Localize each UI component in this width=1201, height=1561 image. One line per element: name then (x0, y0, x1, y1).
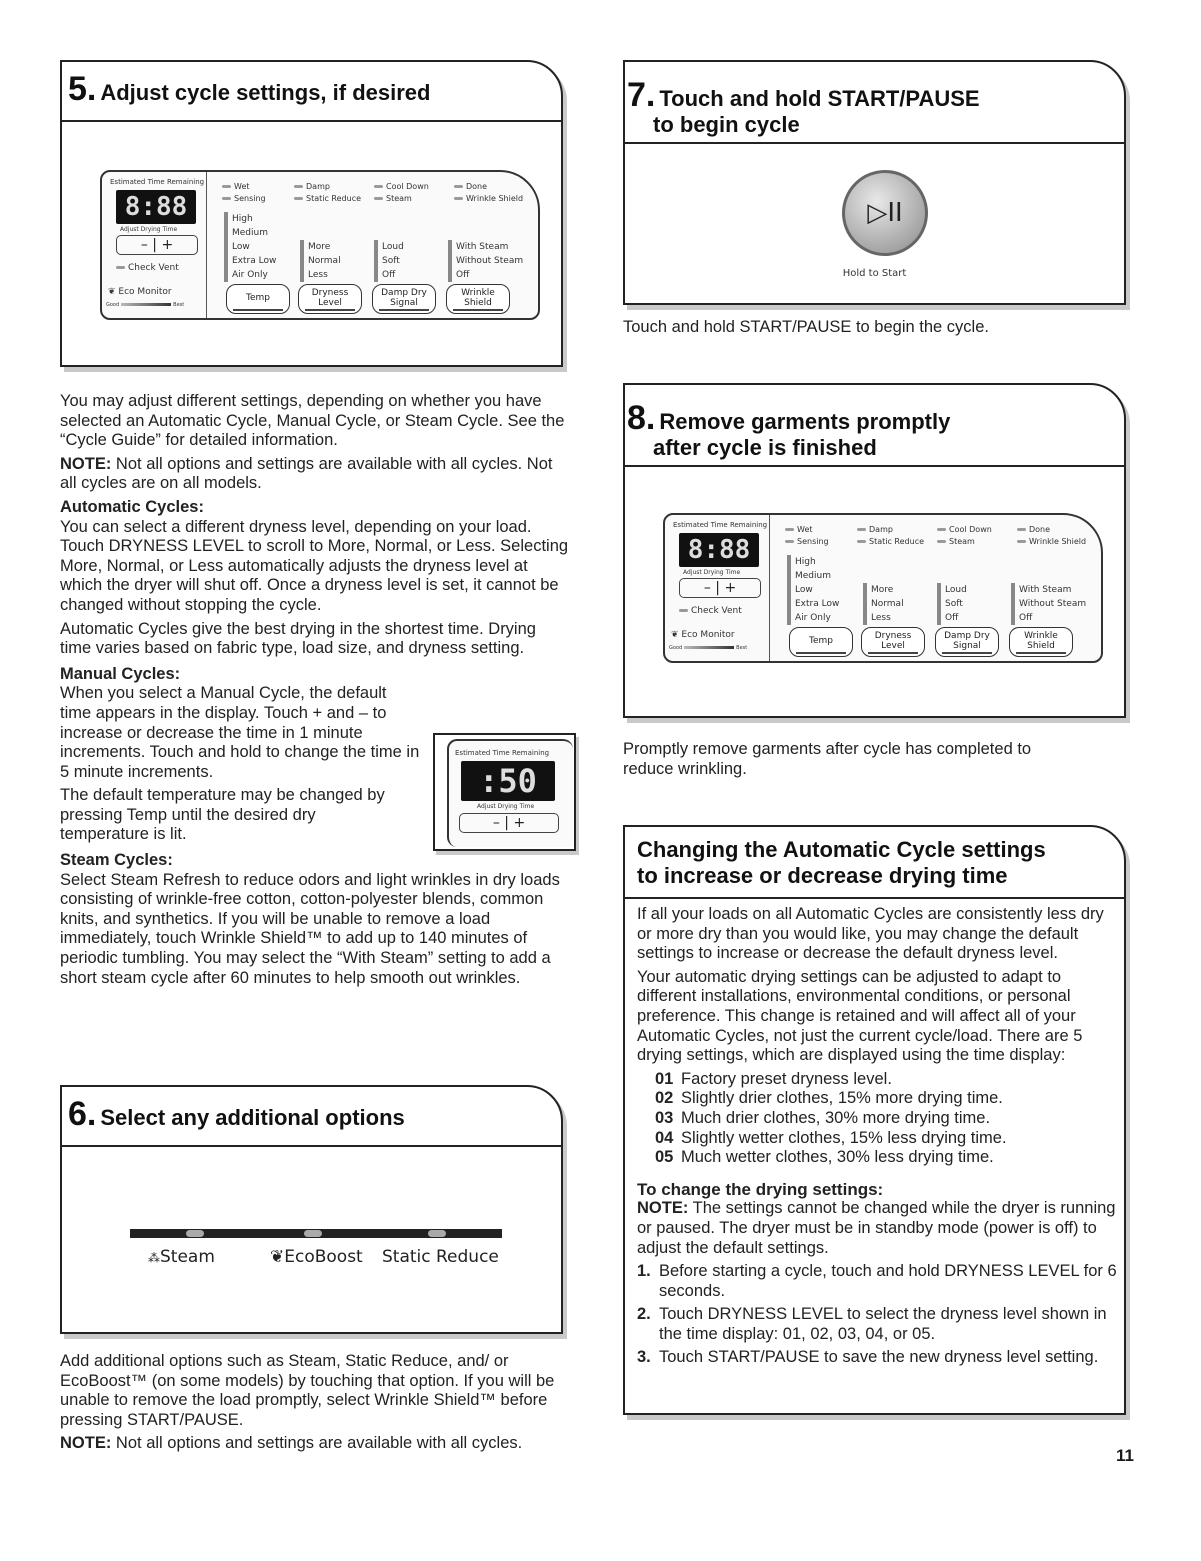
temp-medium: Medium (795, 571, 831, 581)
temp-high: High (795, 557, 816, 567)
changing-settings-header (625, 827, 1124, 899)
eco-monitor-scale: Good Best (106, 302, 185, 308)
temp-button[interactable]: Temp (789, 627, 853, 657)
step8-title: 8. Remove garments promptly (627, 399, 951, 437)
adjust-time-stepper[interactable]: – | + (679, 578, 761, 598)
wrinkle-level-bar (1011, 583, 1015, 625)
status-done: Done (1017, 525, 1050, 534)
dry-normal: Normal (308, 256, 341, 266)
changing-settings-title: Changing the Automatic Cycle settings (637, 837, 1046, 862)
automatic-cycles-p2: Automatic Cycles give the best drying in the shortest time. Drying time varies based on fabric type, load size, and dryness setting. (60, 619, 536, 658)
step8-box (623, 383, 1126, 718)
temp-low: Low (795, 585, 813, 595)
status-steam: Steam (374, 194, 412, 203)
dry-less: Less (308, 270, 328, 280)
dry-less: Less (871, 613, 891, 623)
step6-text (60, 1352, 570, 1458)
eco-monitor-label: ❦ Eco Monitor (108, 287, 172, 297)
steam-cycles-p1: Select Steam Refresh to reduce odors and light wrinkles in dry loads consisting of wrinkle-free cotton, cotton-polyester blends, common knits, and synthetics. If you will be unable to remove a load immediately, touch Wrinkle Shield™ to add up to 140 minutes of periodic tumbling. You may select the “With Steam” setting to add a short steam cycle after 60 minutes to help smooth out wrinkles. (60, 870, 560, 987)
play-pause-icon: ▷II (867, 198, 903, 228)
damp-dry-signal-button[interactable]: Damp Dry Signal (372, 284, 436, 314)
status-cool-down: Cool Down (937, 525, 992, 534)
step5-note: NOTE: Not all options and settings are available with all cycles. Not all cycles are on all models. (60, 454, 553, 493)
small-control-panel (447, 739, 573, 847)
eco-monitor-label: ❦ Eco Monitor (671, 630, 735, 640)
automatic-cycles-heading: Automatic Cycles: (60, 497, 204, 516)
small-adjust-time-label: Adjust Drying Time (477, 803, 535, 810)
step7-box (623, 60, 1126, 305)
change-settings-note: NOTE: The settings cannot be changed while the dryer is running or paused. The dryer must be in standby mode (power is off) to adjust the default settings. (637, 1199, 1116, 1257)
signal-loud: Loud (945, 585, 967, 595)
leaf-icon: ❦ (270, 1247, 285, 1267)
level-02: 02 Slightly drier clothes, 15% more drying time. (655, 1089, 1003, 1108)
signal-level-bar (937, 583, 941, 625)
dryness-levels-list (637, 1070, 1119, 1168)
step5-header (62, 62, 561, 122)
wrinkle-shield-button[interactable]: Wrinkle Shield (446, 284, 510, 314)
indicator-dot (679, 609, 688, 612)
status-static-reduce: Static Reduce (857, 537, 924, 546)
damp-dry-signal-button[interactable]: Damp Dry Signal (935, 627, 999, 657)
wrinkle-with-steam: With Steam (456, 242, 509, 252)
manual-cycles-heading: Manual Cycles: (60, 664, 181, 683)
est-time-label: Estimated Time Remaining (673, 521, 768, 529)
temp-extra-low: Extra Low (795, 599, 840, 609)
temp-level-bar (787, 555, 791, 625)
control-panel-2 (663, 513, 1103, 663)
change-settings-heading: To change the drying settings: (637, 1179, 884, 1199)
temp-level-bar (224, 212, 228, 282)
small-time-display: :50 (461, 761, 555, 801)
status-sensing: Sensing (785, 537, 829, 546)
step5-intro: You may adjust different settings, depending on whether you have selected an Automatic Cycle, Manual Cycle, or Steam Cycle. See the “Cycle Guide” for detailed information. (60, 392, 565, 450)
adjust-time-label: Adjust Drying Time (120, 226, 178, 233)
manual-cycles-p1: When you select a Manual Cycle, the default time appears in the display. Touch + and – to increase or decrease the time in 1 minute increments. Touch and hold to change the time in 5 minute increments. (60, 684, 420, 781)
automatic-cycles-p1: You can select a different dryness level, depending on your load. Touch DRYNESS LEVEL to scroll to More, Normal, or Less. Selecting More, Normal, or Less automatically adjusts the dryness level at which the dryer will shut off. Once a dryness level is set, it cannot be changed without stopping the cycle. (60, 517, 569, 614)
step8-caption: Promptly remove garments after cycle has completed to reduce wrinkling. (623, 740, 1032, 778)
page-number: 11 (1116, 1446, 1134, 1465)
signal-off: Off (945, 613, 959, 623)
step6-header (62, 1087, 561, 1147)
dry-more: More (871, 585, 894, 595)
status-wet: Wet (785, 525, 813, 534)
check-vent-indicator: Check Vent (679, 606, 742, 616)
status-done: Done (454, 182, 487, 191)
wrinkle-off: Off (1019, 613, 1033, 623)
changing-settings-body (637, 905, 1119, 1372)
indicator-dot (116, 266, 125, 269)
status-damp: Damp (857, 525, 893, 534)
wrinkle-level-bar (448, 240, 452, 282)
adjust-time-stepper[interactable]: – | + (116, 235, 198, 255)
options-strip (130, 1229, 502, 1238)
static-reduce-led (428, 1230, 446, 1237)
step7-header (625, 62, 1124, 144)
signal-loud: Loud (382, 242, 404, 252)
temp-low: Low (232, 242, 250, 252)
time-display: 8:88 (679, 533, 759, 567)
steam-icon: ⁂ (148, 1251, 160, 1265)
wrinkle-without-steam: Without Steam (1019, 599, 1087, 609)
level-03: 03 Much drier clothes, 30% more drying time. (655, 1108, 991, 1127)
level-05: 05 Much wetter clothes, 30% less drying time. (655, 1148, 994, 1167)
small-est-time-label: Estimated Time Remaining (455, 749, 550, 757)
changing-p1: If all your loads on all Automatic Cycles are consistently less dry or more dry than you would like, you may change the default settings to increase or decrease the default dryness level. (637, 905, 1104, 963)
dry-more: More (308, 242, 331, 252)
hold-to-start-label: Hold to Start (842, 268, 907, 279)
changing-settings-box (623, 825, 1126, 1415)
check-vent-indicator: Check Vent (116, 263, 179, 273)
status-wrinkle-shield: Wrinkle Shield (1017, 537, 1086, 546)
step5-title: 5. Adjust cycle settings, if desired (68, 70, 431, 108)
ecoboost-led (304, 1230, 322, 1237)
temp-button[interactable]: Temp (226, 284, 290, 314)
step8-header (625, 385, 1124, 467)
temp-air-only: Air Only (232, 270, 268, 280)
eco-gradient-bar (121, 303, 171, 306)
status-sensing: Sensing (222, 194, 266, 203)
step6-title: 6. Select any additional options (68, 1095, 405, 1133)
signal-soft: Soft (945, 599, 963, 609)
step7-title-line2: to begin cycle (653, 112, 800, 137)
level-01: 01 Factory preset dryness level. (655, 1069, 892, 1088)
step7-caption: Touch and hold START/PAUSE to begin the cycle. (623, 318, 989, 336)
manual-cycles-p2: The default temperature may be changed by pressing Temp until the desired dry temperature is lit. (60, 786, 385, 844)
changing-p2: Your automatic drying settings can be adjusted to adapt to different installations, environmental conditions, or personal preference. This change is retained and will affect all of your Automatic Cycles, not just the current cycle/load. There are 5 drying settings, which are displayed using the time display: (637, 967, 1083, 1065)
manual-time-inset (433, 733, 576, 851)
step6-p1: Add additional options such as Steam, Static Reduce, and/ or EcoBoost™ (on some models) by touching that option. If you will be unable to remove the load promptly, select Wrinkle Shield™ before pressing START/PAUSE. (60, 1352, 555, 1429)
leaf-icon: ❦ (671, 630, 679, 640)
step-item: 1. Before starting a cycle, touch and hold DRYNESS LEVEL for 6 seconds. (637, 1262, 1117, 1300)
changing-settings-title-line2: to increase or decrease drying time (637, 863, 1008, 888)
step-item: 2. Touch DRYNESS LEVEL to select the dryness level shown in the time display: 01, 02, 03, 04, or 05. (637, 1305, 1107, 1343)
temp-medium: Medium (232, 228, 268, 238)
change-settings-steps (637, 1262, 1119, 1368)
wrinkle-without-steam: Without Steam (456, 256, 524, 266)
dryness-level-button[interactable]: Dryness Level (298, 284, 362, 314)
status-static-reduce: Static Reduce (294, 194, 361, 203)
temp-extra-low: Extra Low (232, 256, 277, 266)
status-cool-down: Cool Down (374, 182, 429, 191)
est-time-label: Estimated Time Remaining (110, 178, 205, 186)
step5-text (60, 392, 570, 992)
level-04: 04 Slightly wetter clothes, 15% less drying time. (655, 1128, 1007, 1147)
dry-normal: Normal (871, 599, 904, 609)
step6-note: NOTE: Not all options and settings are available with all cycles. (60, 1434, 523, 1453)
static-reduce-option-button[interactable]: Static Reduce (382, 1247, 499, 1267)
steam-option-button[interactable]: ⁂Steam (148, 1247, 215, 1267)
dryness-level-button[interactable]: Dryness Level (861, 627, 925, 657)
status-wrinkle-shield: Wrinkle Shield (454, 194, 523, 203)
ecoboost-option-button[interactable]: ❦EcoBoost (270, 1247, 363, 1267)
signal-off: Off (382, 270, 396, 280)
time-display: 8:88 (116, 190, 196, 224)
status-damp: Damp (294, 182, 330, 191)
step5-box (60, 60, 563, 367)
adjust-time-label: Adjust Drying Time (683, 569, 741, 576)
status-wet: Wet (222, 182, 250, 191)
control-panel (100, 170, 540, 320)
step-item: 3. Touch START/PAUSE to save the new dryness level setting. (637, 1348, 1099, 1367)
wrinkle-off: Off (456, 270, 470, 280)
dryness-level-bar (863, 583, 867, 625)
step6-box (60, 1085, 563, 1334)
start-pause-button[interactable] (842, 170, 928, 256)
dryness-level-bar (300, 240, 304, 282)
small-adjust-time-stepper[interactable]: – | + (459, 813, 559, 833)
leaf-icon: ❦ (108, 287, 116, 297)
eco-monitor-scale: Good Best (669, 645, 748, 651)
wrinkle-shield-button[interactable]: Wrinkle Shield (1009, 627, 1073, 657)
steam-cycles-heading: Steam Cycles: (60, 851, 173, 870)
signal-soft: Soft (382, 256, 400, 266)
step8-title-line2: after cycle is finished (653, 435, 877, 460)
temp-high: High (232, 214, 253, 224)
step7-title: 7. Touch and hold START/PAUSE (627, 76, 980, 114)
eco-gradient-bar (684, 646, 734, 649)
wrinkle-with-steam: With Steam (1019, 585, 1072, 595)
signal-level-bar (374, 240, 378, 282)
temp-air-only: Air Only (795, 613, 831, 623)
steam-led (186, 1230, 204, 1237)
status-steam: Steam (937, 537, 975, 546)
